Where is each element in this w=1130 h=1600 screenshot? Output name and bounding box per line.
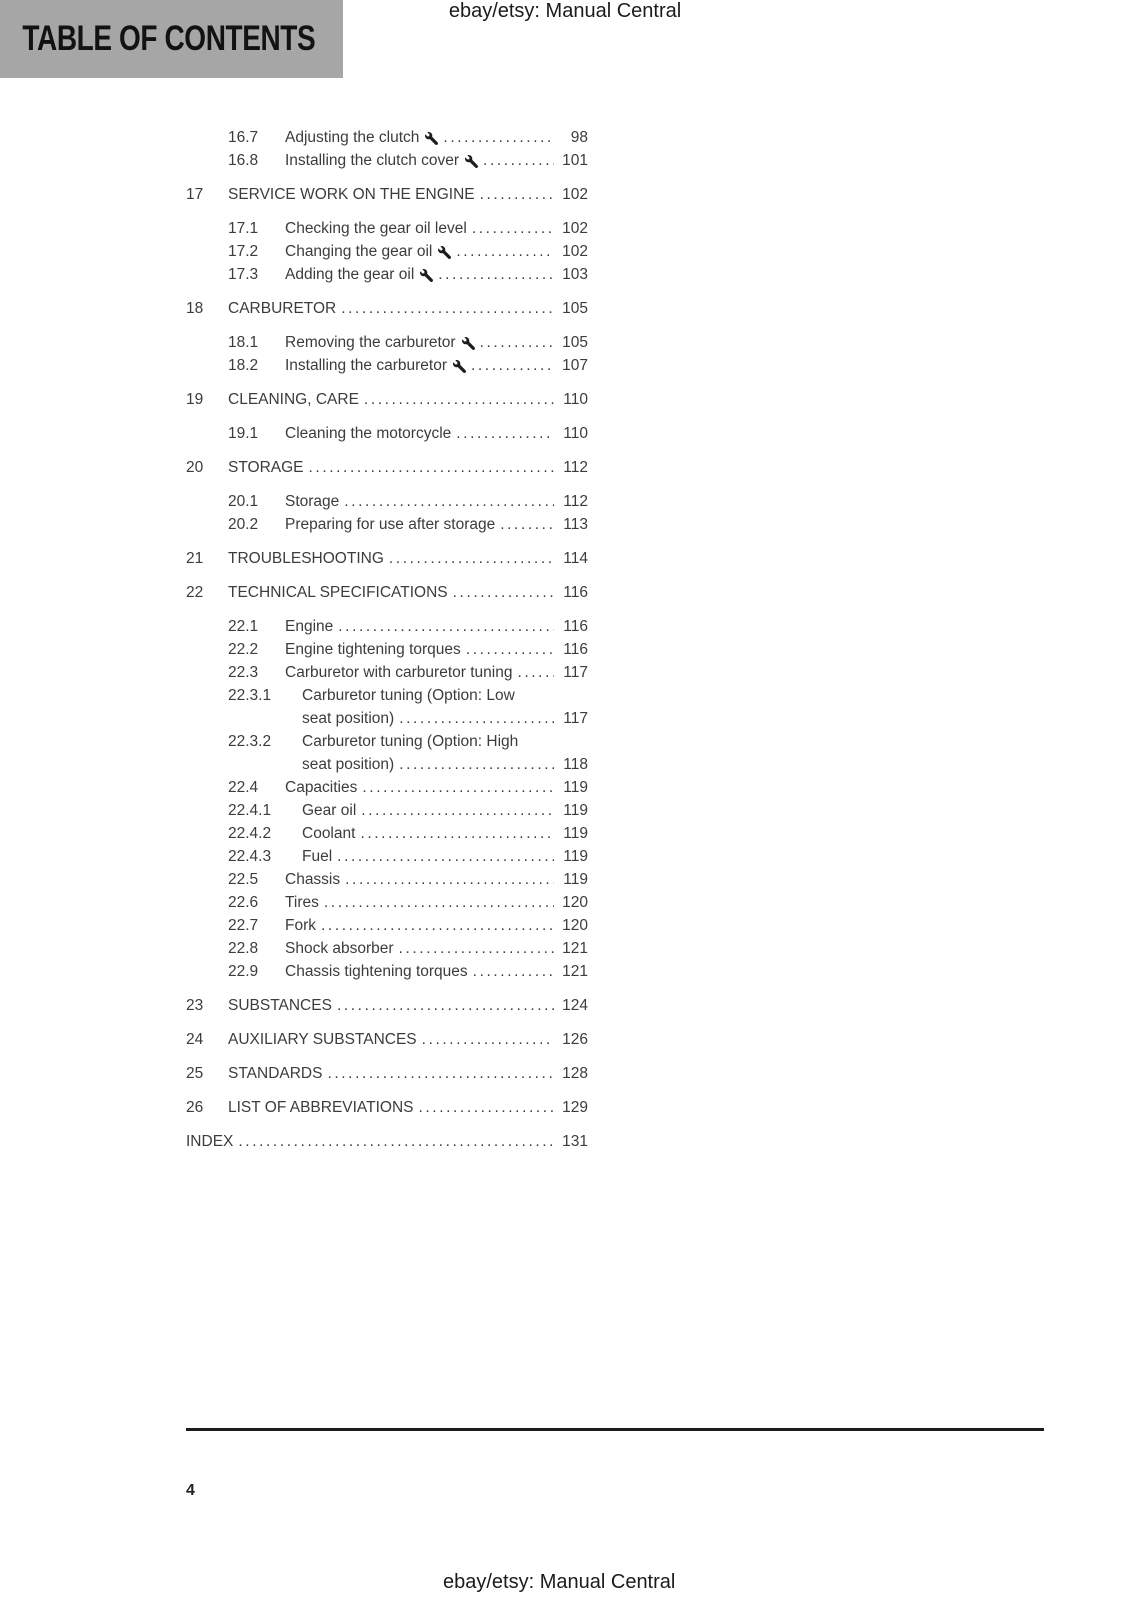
toc-entry-page: 114 [563, 550, 588, 567]
toc-entry-page: 102 [562, 186, 588, 203]
toc-entry-body [285, 661, 588, 684]
toc-entry-page: 124 [562, 997, 588, 1014]
toc-entry-title: Tires [285, 894, 319, 911]
toc-entry-body [228, 581, 588, 604]
toc-chapter-row [186, 388, 588, 411]
toc-entry-page: 119 [563, 871, 588, 888]
toc-entry-number: 22.1 [228, 618, 259, 635]
toc-entry-page: 126 [562, 1031, 588, 1048]
toc-entry-body [228, 994, 588, 1017]
toc-entry-line [285, 513, 588, 536]
toc-entry-number: 22.3.1 [228, 687, 272, 704]
toc-entry-row [186, 937, 588, 960]
toc-entry-page: 131 [562, 1133, 588, 1150]
toc-entry-number: 19 [186, 391, 204, 408]
toc-entry-line [285, 960, 588, 983]
toc-entry-row [186, 914, 588, 937]
toc-entry-row [186, 354, 588, 377]
toc-entry-page: 120 [562, 894, 588, 911]
toc-entry-number: 22.6 [228, 894, 259, 911]
toc-entry-body [285, 513, 588, 536]
toc-entry-number: 21 [186, 550, 204, 567]
footer-rule [186, 1428, 1044, 1431]
toc-entry-line [285, 217, 588, 240]
toc-entry-row [186, 263, 588, 286]
toc-entry-number: 26 [186, 1099, 204, 1116]
toc-entry-title: Engine tightening torques [285, 641, 461, 658]
toc-entry-title: Removing the carburetor [285, 334, 456, 351]
toc-entry-line [285, 240, 588, 263]
toc-entry-title: Changing the gear oil [285, 243, 433, 260]
toc-entry-body [186, 1130, 588, 1153]
toc-chapter-row [186, 581, 588, 604]
toc-entry-page: 113 [563, 516, 588, 533]
wrench-icon [465, 155, 478, 168]
toc-entry-body [285, 331, 588, 354]
dot-leader [360, 822, 554, 845]
toc-entry-title: Engine [285, 618, 334, 635]
toc-entry-line [228, 297, 588, 320]
toc-entry-number: 17.2 [228, 243, 259, 260]
toc-entry-page: 121 [562, 940, 588, 957]
toc-entry-body [285, 490, 588, 513]
toc-entry-page: 119 [563, 802, 588, 819]
dot-leader [480, 331, 554, 354]
toc-entry-line [228, 388, 588, 411]
toc-entry-page: 117 [563, 664, 588, 681]
toc-entry-row [186, 513, 588, 536]
toc-entry-line2 [302, 753, 588, 776]
toc-entry-page: 121 [562, 963, 588, 980]
toc-entry-page: 101 [562, 152, 588, 169]
toc-entry-title: CLEANING, CARE [228, 391, 359, 408]
toc-entry-title: TROUBLESHOOTING [228, 550, 384, 567]
toc-entry-number: 22.5 [228, 871, 259, 888]
toc-chapter-row [186, 1096, 588, 1119]
dot-leader [341, 297, 554, 320]
toc-entry-page: 116 [563, 618, 588, 635]
toc-entry-number: 18 [186, 300, 204, 317]
toc-entry-number: 20 [186, 459, 204, 476]
toc-entry-title: Shock absorber [285, 940, 394, 957]
toc-entry-number: 17.3 [228, 266, 259, 283]
toc-entry-line [302, 822, 588, 845]
toc-entry-row [186, 331, 588, 354]
toc-chapter-row [186, 1062, 588, 1085]
toc-entry-body [285, 126, 588, 149]
toc-entry-body [302, 845, 588, 868]
toc-entry-line [228, 581, 588, 604]
toc-entry-body [285, 354, 588, 377]
toc-entry-number: 17.1 [228, 220, 259, 237]
toc-banner-title: TABLE OF CONTENTS [22, 19, 316, 58]
toc-entry-line [228, 456, 588, 479]
toc-entry-page: 105 [562, 334, 588, 351]
toc-entry-row [186, 661, 588, 684]
toc-entry-line [228, 1028, 588, 1051]
toc-entry-row [186, 845, 588, 868]
wrench-icon [420, 269, 433, 282]
toc-entry-row [186, 891, 588, 914]
toc-entry-title: Carburetor tuning (Option: Low [302, 687, 515, 704]
toc-entry-number: 16.7 [228, 129, 259, 146]
toc-entry-line [302, 845, 588, 868]
toc-entry-body [228, 547, 588, 570]
toc-entry-number: 25 [186, 1065, 204, 1082]
toc-entry-body [285, 914, 588, 937]
toc-entry-number: 22.4 [228, 779, 259, 796]
toc-entry-page: 110 [563, 391, 588, 408]
toc-entry-line [285, 490, 588, 513]
toc-entry-number: 22.4.1 [228, 802, 272, 819]
toc-entry-title: Preparing for use after storage [285, 516, 496, 533]
toc-entry-page: 118 [563, 756, 588, 773]
toc-entry-line [228, 994, 588, 1017]
toc-entry-title: Storage [285, 493, 340, 510]
toc-entry-title-line2: seat position) [302, 710, 395, 727]
toc-entry-line [285, 661, 588, 684]
toc-entry-page: 112 [563, 459, 588, 476]
page-number: 4 [186, 1482, 195, 1499]
dot-leader [321, 914, 554, 937]
toc-entry-line [285, 126, 588, 149]
toc-entry-title: LIST OF ABBREVIATIONS [228, 1099, 414, 1116]
toc-entry-page: 112 [563, 493, 588, 510]
toc-entry-body [302, 730, 588, 776]
toc-entry-line [228, 1096, 588, 1119]
toc-entry-body [285, 615, 588, 638]
dot-leader [480, 183, 554, 206]
toc-entry-body [228, 388, 588, 411]
dot-leader [345, 868, 554, 891]
toc-entry-title: CARBURETOR [228, 300, 337, 317]
toc-entry-body [285, 217, 588, 240]
toc-entry-body [285, 263, 588, 286]
toc-entry-number: 20.2 [228, 516, 259, 533]
toc-entry-page: 128 [562, 1065, 588, 1082]
toc-entry-title: Installing the clutch cover [285, 152, 460, 169]
toc-entry-line2 [302, 707, 588, 730]
toc-entry-body [285, 891, 588, 914]
toc-entry-body [285, 868, 588, 891]
dot-leader [500, 513, 554, 536]
toc-entry-title: Chassis [285, 871, 341, 888]
toc-entry-title: AUXILIARY SUBSTANCES [228, 1031, 417, 1048]
toc-entry-row [186, 638, 588, 661]
toc-entry-page: 116 [563, 584, 588, 601]
toc-entry-number: 20.1 [228, 493, 259, 510]
toc-entry-number: 16.8 [228, 152, 259, 169]
dot-leader [327, 1062, 554, 1085]
toc-entry-page: 107 [562, 357, 588, 374]
dot-leader [422, 1028, 554, 1051]
toc-entry-number: 22.4.3 [228, 848, 272, 865]
dot-leader [472, 217, 554, 240]
dot-leader [399, 707, 554, 730]
toc-entry-title: STANDARDS [228, 1065, 323, 1082]
toc-entry-page: 102 [562, 243, 588, 260]
toc-chapter-row [186, 456, 588, 479]
toc-entry-title: Fuel [302, 848, 333, 865]
toc-entry-line [228, 1062, 588, 1085]
toc-entry-line [285, 891, 588, 914]
toc-entry-line [302, 799, 588, 822]
toc-entry-number: 18.2 [228, 357, 259, 374]
toc-entry-page: 119 [563, 779, 588, 796]
dot-leader [361, 799, 554, 822]
toc-entry-line [228, 183, 588, 206]
toc-entry-title: STORAGE [228, 459, 304, 476]
toc-entry-body [285, 776, 588, 799]
toc-index-row [186, 1130, 588, 1153]
dot-leader [483, 149, 554, 172]
toc-entry-title: Installing the carburetor [285, 357, 447, 374]
toc-entry-title: Chassis tightening torques [285, 963, 468, 980]
toc-entry-number: 19.1 [228, 425, 259, 442]
toc-entry-body [228, 456, 588, 479]
toc-entry-title: Carburetor with carburetor tuning [285, 664, 513, 681]
toc-entry-line [285, 422, 588, 445]
toc-entry-number: 22.7 [228, 917, 259, 934]
dot-leader [471, 354, 554, 377]
dot-leader [309, 456, 554, 479]
toc-entry-body [285, 240, 588, 263]
toc-entry-number: 24 [186, 1031, 204, 1048]
toc-entry-title: Coolant [302, 825, 356, 842]
toc-entry-line [302, 730, 588, 753]
toc-entry-row [186, 684, 588, 730]
toc-entry-title: Fork [285, 917, 316, 934]
toc-entry-row [186, 799, 588, 822]
toc-entry-title: INDEX [186, 1133, 234, 1150]
toc-entry-body [228, 1062, 588, 1085]
toc-entry-row [186, 490, 588, 513]
toc-entry-row [186, 960, 588, 983]
toc-entry-page: 129 [562, 1099, 588, 1116]
toc-entry-number: 22.2 [228, 641, 259, 658]
toc-entry-line [285, 868, 588, 891]
toc-entry-number: 17 [186, 186, 204, 203]
toc-entry-body [228, 1096, 588, 1119]
toc-entry-page: 103 [562, 266, 588, 283]
toc-entry-title-line2: seat position) [302, 756, 395, 773]
toc-entry-number: 22.3 [228, 664, 259, 681]
toc-entry-title: Adding the gear oil [285, 266, 415, 283]
toc-entry-body [285, 960, 588, 983]
toc-chapter-row [186, 994, 588, 1017]
dot-leader [389, 547, 554, 570]
wrench-icon [425, 132, 438, 145]
toc-chapter-row [186, 1028, 588, 1051]
toc-entry-body [228, 297, 588, 320]
dot-leader [456, 422, 554, 445]
toc-entry-line [228, 547, 588, 570]
toc-entry-row [186, 615, 588, 638]
dot-leader [443, 126, 554, 149]
toc-entry-line [285, 615, 588, 638]
toc-entry-page: 102 [562, 220, 588, 237]
toc-entry-page: 120 [562, 917, 588, 934]
dot-leader [399, 753, 554, 776]
toc-entry-row [186, 217, 588, 240]
toc-entry-line [285, 914, 588, 937]
toc-entry-line [285, 263, 588, 286]
wrench-icon [438, 246, 451, 259]
toc-banner [0, 0, 343, 78]
page-header-title: ebay/etsy: Manual Central [448, 0, 682, 22]
toc-entry-number: 22.8 [228, 940, 259, 957]
toc-entry-body [302, 684, 588, 730]
dot-leader [438, 263, 554, 286]
dot-leader [456, 240, 554, 263]
toc-entry-title: Carburetor tuning (Option: High [302, 733, 519, 750]
toc-entry-row [186, 868, 588, 891]
toc-chapter-row [186, 547, 588, 570]
toc-entry-line [186, 1130, 588, 1153]
wrench-icon [453, 360, 466, 373]
toc-entry-row [186, 422, 588, 445]
toc-entry-title: Adjusting the clutch [285, 129, 420, 146]
toc-entry-number: 23 [186, 997, 204, 1014]
toc-entry-row [186, 149, 588, 172]
toc-entry-page: 119 [563, 825, 588, 842]
dot-leader [344, 490, 554, 513]
dot-leader [338, 615, 554, 638]
toc-entry-body [285, 638, 588, 661]
toc-entry-number: 22.3.2 [228, 733, 272, 750]
toc-entry-number: 22 [186, 584, 204, 601]
toc-chapter-row [186, 183, 588, 206]
toc-entry-page: 119 [563, 848, 588, 865]
dot-leader [466, 638, 554, 661]
dot-leader [324, 891, 554, 914]
toc-entry-title: Capacities [285, 779, 358, 796]
toc-entry-number: 22.4.2 [228, 825, 272, 842]
toc-entry-body [285, 422, 588, 445]
dot-leader [473, 960, 554, 983]
toc-entry-page: 110 [563, 425, 588, 442]
toc-entry-line [285, 638, 588, 661]
toc-entry-line [285, 776, 588, 799]
toc-entry-row [186, 776, 588, 799]
toc-list [186, 126, 588, 1153]
dot-leader [399, 937, 554, 960]
toc-entry-line [285, 149, 588, 172]
toc-entry-line [285, 331, 588, 354]
toc-entry-body [285, 149, 588, 172]
dot-leader [337, 845, 554, 868]
toc-entry-title: Cleaning the motorcycle [285, 425, 452, 442]
toc-entry-page: 98 [570, 129, 588, 146]
toc-entry-body [228, 1028, 588, 1051]
dot-leader [362, 776, 554, 799]
toc-entry-title: Gear oil [302, 802, 357, 819]
toc-entry-number: 22.9 [228, 963, 259, 980]
toc-entry-title: TECHNICAL SPECIFICATIONS [228, 584, 448, 601]
page-footer-title: ebay/etsy: Manual Central [443, 1571, 676, 1593]
toc-entry-row [186, 240, 588, 263]
toc-entry-page: 116 [563, 641, 588, 658]
wrench-icon [462, 337, 475, 350]
toc-entry-page: 105 [562, 300, 588, 317]
toc-entry-body [228, 183, 588, 206]
toc-entry-line [302, 684, 588, 707]
toc-entry-line [285, 937, 588, 960]
dot-leader [418, 1096, 554, 1119]
toc-entry-line [285, 354, 588, 377]
dot-leader [453, 581, 554, 604]
toc-entry-title: SERVICE WORK ON THE ENGINE [228, 186, 475, 203]
dot-leader [517, 661, 554, 684]
toc-entry-number: 18.1 [228, 334, 259, 351]
toc-entry-body [285, 937, 588, 960]
dot-leader [364, 388, 554, 411]
toc-entry-body [302, 822, 588, 845]
toc-entry-row [186, 730, 588, 776]
toc-entry-title: SUBSTANCES [228, 997, 332, 1014]
toc-entry-page: 117 [563, 710, 588, 727]
toc-entry-row [186, 822, 588, 845]
dot-leader [238, 1130, 554, 1153]
dot-leader [337, 994, 554, 1017]
toc-entry-row [186, 126, 588, 149]
toc-entry-body [302, 799, 588, 822]
toc-entry-title: Checking the gear oil level [285, 220, 467, 237]
toc-chapter-row [186, 297, 588, 320]
